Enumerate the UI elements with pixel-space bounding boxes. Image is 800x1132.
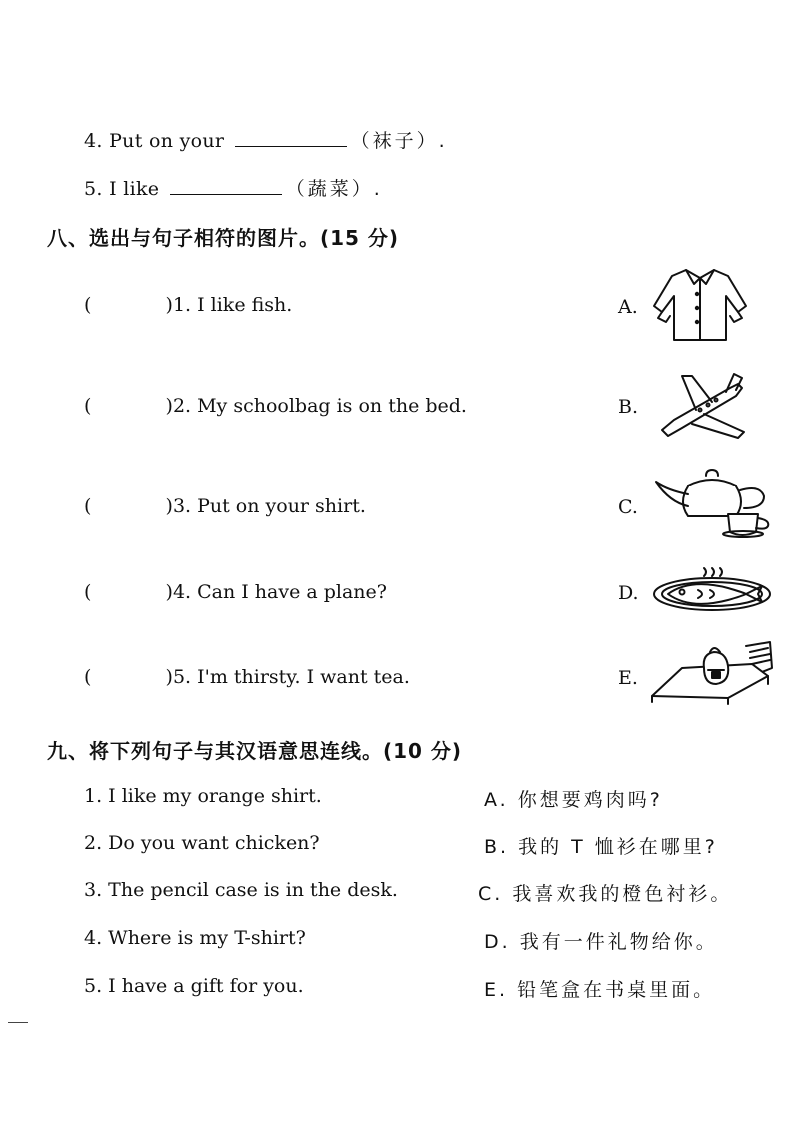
match-item-3 bbox=[84, 495, 366, 517]
sentence-left-4[interactable]: 4. Where is my T-shirt? bbox=[84, 927, 306, 949]
item-text: 3. Put on your shirt. bbox=[172, 495, 366, 517]
match-item-2 bbox=[84, 395, 467, 417]
option-letter-b: B. bbox=[618, 396, 639, 418]
answer-paren-close: ) bbox=[165, 581, 173, 603]
item-text: I like bbox=[109, 178, 160, 200]
sentence-left-1[interactable]: 1. I like my orange shirt. bbox=[84, 785, 322, 807]
option-letter-c: C. bbox=[618, 496, 638, 518]
sentence-left-2[interactable]: 2. Do you want chicken? bbox=[84, 832, 320, 854]
match-item-5 bbox=[84, 666, 410, 688]
meaning-right-e[interactable]: E. 铅笔盒在书桌里面。 bbox=[484, 979, 716, 1001]
match-item-1 bbox=[84, 294, 292, 316]
answer-blank[interactable] bbox=[235, 127, 347, 147]
item-text: 1. I like fish. bbox=[172, 294, 293, 316]
fill-in-item-4 bbox=[84, 126, 448, 153]
bag-on-bed-icon[interactable] bbox=[648, 638, 776, 706]
meaning-right-c[interactable]: C. 我喜欢我的橙色衬衫。 bbox=[478, 883, 733, 905]
page-edge-mark bbox=[8, 1022, 28, 1023]
shirt-icon[interactable] bbox=[650, 262, 750, 344]
item-hint: （蔬菜）. bbox=[285, 178, 383, 200]
item-number: 5. bbox=[84, 178, 103, 200]
section-9-title: 九、将下列句子与其汉语意思连线。(10 分) bbox=[47, 739, 463, 763]
fish-plate-icon[interactable] bbox=[650, 564, 774, 614]
meaning-right-a[interactable]: A. 你想要鸡肉吗? bbox=[484, 789, 663, 811]
fill-in-item-5 bbox=[84, 174, 383, 201]
meaning-right-b[interactable]: B. 我的 T 恤衫在哪里? bbox=[484, 836, 718, 858]
answer-blank[interactable] bbox=[170, 175, 282, 195]
answer-paren-open: ( bbox=[84, 495, 92, 517]
option-letter-e: E. bbox=[618, 667, 638, 689]
section-8-title: 八、选出与句子相符的图片。(15 分) bbox=[47, 226, 400, 250]
answer-paren-open: ( bbox=[84, 666, 92, 688]
answer-paren-open: ( bbox=[84, 294, 92, 316]
teapot-icon[interactable] bbox=[652, 468, 772, 540]
answer-paren-open: ( bbox=[84, 395, 92, 417]
item-number: 4. bbox=[84, 130, 103, 152]
answer-paren-open: ( bbox=[84, 581, 92, 603]
sentence-left-5[interactable]: 5. I have a gift for you. bbox=[84, 975, 304, 997]
meaning-right-d[interactable]: D. 我有一件礼物给你。 bbox=[484, 931, 718, 953]
item-text: Put on your bbox=[109, 130, 225, 152]
answer-paren-close: ) bbox=[165, 495, 173, 517]
match-item-4 bbox=[84, 581, 387, 603]
item-text: 2. My schoolbag is on the bed. bbox=[172, 395, 467, 417]
option-letter-d: D. bbox=[618, 582, 639, 604]
answer-paren-close: ) bbox=[165, 666, 173, 688]
item-hint: （袜子）. bbox=[350, 130, 448, 152]
item-text: 5. I'm thirsty. I want tea. bbox=[172, 666, 410, 688]
plane-icon[interactable] bbox=[652, 370, 752, 440]
sentence-left-3[interactable]: 3. The pencil case is in the desk. bbox=[84, 879, 398, 901]
option-letter-a: A. bbox=[618, 296, 638, 318]
item-text: 4. Can I have a plane? bbox=[172, 581, 387, 603]
answer-paren-close: ) bbox=[165, 294, 173, 316]
answer-paren-close: ) bbox=[165, 395, 173, 417]
